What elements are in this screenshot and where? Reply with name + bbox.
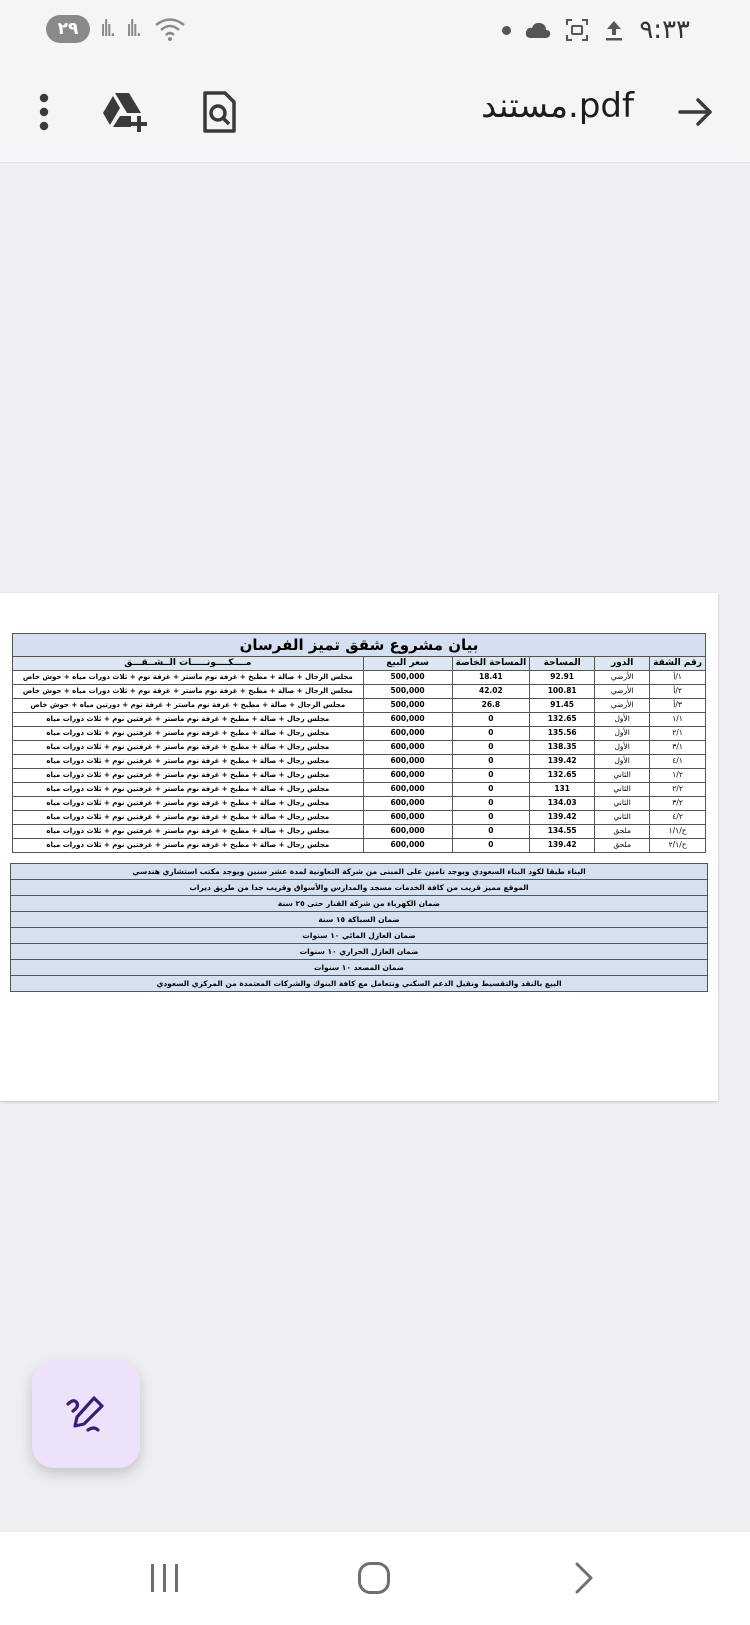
cell-price: 600,000 (363, 783, 452, 797)
table-row (13, 727, 706, 741)
cell-unit: ٣/أ (650, 699, 706, 713)
drive-add-icon (101, 91, 149, 133)
notification-dot-icon (502, 26, 511, 35)
cell-unit: ٤/٢ (650, 811, 706, 825)
notes-body (11, 864, 708, 992)
cell-area: 131 (530, 783, 595, 797)
cell-price: 600,000 (363, 825, 452, 839)
cell-floor: الأول (595, 713, 650, 727)
cell-components: مجلس الرجال + صالة + مطبخ + غرفة نوم ماستر + غرفة نوم + ثلاث دورات مياه + حوش خاص (13, 685, 364, 699)
back-button[interactable] (668, 82, 724, 142)
cell-floor: الأرضي (595, 671, 650, 685)
note-row (11, 944, 708, 960)
wifi-icon (154, 16, 186, 42)
table-row (13, 713, 706, 727)
cell-unit: ١/٢ (650, 769, 706, 783)
cell-components: مجلس رجال + صالة + مطبخ + غرفة نوم ماستر + غرفتين نوم + ثلاث دورات مياه (13, 839, 364, 853)
add-to-drive-button[interactable] (100, 82, 150, 142)
cell-unit: ٣/١ (650, 741, 706, 755)
cell-components: مجلس رجال + صالة + مطبخ + غرفة نوم ماستر + غرفتين نوم + ثلاث دورات مياه (13, 755, 364, 769)
note-text: ضمان المصعد ١٠ سنوات (11, 960, 708, 976)
cell-unit: ٣/٢ (650, 797, 706, 811)
note-row (11, 960, 708, 976)
arrow-right-icon (678, 97, 714, 127)
cell-price: 500,000 (363, 685, 452, 699)
note-row (11, 928, 708, 944)
cell-floor: الثاني (595, 797, 650, 811)
table-row (13, 811, 706, 825)
cell-floor: الأول (595, 727, 650, 741)
cell-private-area: 0 (452, 727, 530, 741)
cell-area: 100.81 (530, 685, 595, 699)
home-button[interactable] (356, 1560, 392, 1596)
more-options-button[interactable] (22, 82, 66, 142)
cell-private-area: 0 (452, 811, 530, 825)
cell-price: 600,000 (363, 727, 452, 741)
cell-area: 139.42 (530, 755, 595, 769)
cell-floor: الأول (595, 755, 650, 769)
cell-area: 134.03 (530, 797, 595, 811)
cell-unit: ح/٢/١ (650, 839, 706, 853)
cell-price: 500,000 (363, 699, 452, 713)
cell-price: 500,000 (363, 671, 452, 685)
cell-price: 600,000 (363, 769, 452, 783)
cell-components: مجلس الرجال + صالة + مطبخ + غرفة نوم ماستر + غرفة نوم + ثلاث دورات مياه + حوش خاص (13, 671, 364, 685)
cell-floor: الأرضي (595, 699, 650, 713)
app-bar (0, 60, 750, 163)
cell-unit: ٢/أ (650, 685, 706, 699)
note-row (11, 976, 708, 992)
cell-private-area: 0 (452, 839, 530, 853)
pen-sign-icon (64, 1392, 108, 1436)
cell-components: مجلس رجال + صالة + مطبخ + غرفة نوم ماستر + غرفتين نوم + ثلاث دورات مياه (13, 825, 364, 839)
cell-unit: ١/١ (650, 713, 706, 727)
note-row (11, 864, 708, 880)
signal-icon-2: ılı. (126, 17, 140, 42)
cell-private-area: 0 (452, 769, 530, 783)
pdf-viewer[interactable] (0, 163, 750, 1531)
cell-private-area: 0 (452, 755, 530, 769)
cell-area: 138.35 (530, 741, 595, 755)
note-text: البيع بالنقد والتقسيط ونقبل الدعم السكني ونتعامل مع كافة البنوك والشركات المعتمدة من المركزي السعودي (11, 976, 708, 992)
table-row (13, 797, 706, 811)
project-table (12, 633, 706, 853)
cell-components: مجلس رجال + صالة + مطبخ + غرفة نوم ماستر + غرفتين نوم + ثلاث دورات مياه (13, 783, 364, 797)
cell-unit: ١/أ (650, 671, 706, 685)
upload-icon (603, 18, 625, 42)
note-row (11, 896, 708, 912)
cell-floor: الثاني (595, 783, 650, 797)
cell-components: مجلس رجال + صالة + مطبخ + غرفة نوم ماستر + غرفتين نوم + ثلاث دورات مياه (13, 727, 364, 741)
cell-price: 600,000 (363, 839, 452, 853)
cell-floor: الأول (595, 741, 650, 755)
table-header-row (13, 657, 706, 671)
table-row (13, 755, 706, 769)
cell-area: 139.42 (530, 811, 595, 825)
search-in-document-button[interactable] (194, 82, 244, 142)
note-text: البناء طبقا لكود البناء السعودي ويوجد تامين على المبنى من شركة التعاونية لمدة عشر سنين ويوجد مكتب استشاري هندسي (11, 864, 708, 880)
header-floor: الدور (595, 657, 650, 671)
cell-components: مجلس رجال + صالة + مطبخ + غرفة نوم ماستر + غرفتين نوم + ثلاث دورات مياه (13, 811, 364, 825)
cell-area: 92.91 (530, 671, 595, 685)
cell-components: مجلس رجال + صالة + مطبخ + غرفة نوم ماستر + غرفتين نوم + ثلاث دورات مياه (13, 797, 364, 811)
note-text: ضمان الكهرباء من شركة القنار حتى ٢٥ سنة (11, 896, 708, 912)
table-body (13, 671, 706, 853)
cell-unit: ٤/١ (650, 755, 706, 769)
cell-price: 600,000 (363, 811, 452, 825)
battery-indicator: ٢٩ (46, 15, 90, 43)
more-vert-icon (38, 93, 50, 131)
chevron-right-icon (573, 1561, 595, 1595)
cell-components: مجلس رجال + صالة + مطبخ + غرفة نوم ماستر + غرفتين نوم + ثلاث دورات مياه (13, 769, 364, 783)
recent-apps-button[interactable] (148, 1560, 182, 1596)
table-row (13, 699, 706, 713)
table-row (13, 741, 706, 755)
header-price: سعر البيع (363, 657, 452, 671)
cell-unit: ٢/٢ (650, 783, 706, 797)
cell-floor: الثاني (595, 811, 650, 825)
cell-area: 134.55 (530, 825, 595, 839)
status-bar (0, 0, 750, 60)
signal-icon: ılı. (100, 17, 114, 42)
note-row (11, 880, 708, 896)
cell-price: 600,000 (363, 713, 452, 727)
cell-components: مجلس الرجال + صالة + مطبخ + غرفة نوم ماستر + غرفة نوم + دورتين مياه + حوش خاص (13, 699, 364, 713)
recents-icon (149, 1563, 181, 1593)
note-text: الموقع مميز قريب من كافة الخدمات مسجد والمدارس والأسواق وقريب جدا من طريق ديراب (11, 880, 708, 896)
cell-private-area: 0 (452, 825, 530, 839)
cell-price: 600,000 (363, 797, 452, 811)
table-row (13, 769, 706, 783)
system-nav-bar (0, 1532, 750, 1625)
note-text: ضمان العازل المائي ١٠ سنوات (11, 928, 708, 944)
document-heading: بيان مشروع شقق تميز الفرسان (13, 634, 706, 657)
clock: ٩:٣٣ (639, 15, 690, 45)
cell-components: مجلس رجال + صالة + مطبخ + غرفة نوم ماستر + غرفتين نوم + ثلاث دورات مياه (13, 713, 364, 727)
header-components: مــــكــــونـــــات الــشــقـــق (13, 657, 364, 671)
cell-area: 91.45 (530, 699, 595, 713)
screenshot-icon (565, 18, 589, 42)
note-text: ضمان السباكة ١٥ سنة (11, 912, 708, 928)
cell-private-area: 18.41 (452, 671, 530, 685)
cell-floor: الثاني (595, 769, 650, 783)
cell-floor: ملحق (595, 839, 650, 853)
document-search-icon (201, 91, 237, 133)
cell-unit: ح/١/١ (650, 825, 706, 839)
cell-unit: ٢/١ (650, 727, 706, 741)
cell-private-area: 0 (452, 783, 530, 797)
cell-private-area: 0 (452, 797, 530, 811)
cell-private-area: 26.8 (452, 699, 530, 713)
table-row (13, 839, 706, 853)
cell-private-area: 0 (452, 741, 530, 755)
cloud-icon (525, 21, 551, 39)
status-icons (502, 16, 690, 44)
back-nav-button[interactable] (570, 1560, 598, 1596)
cell-area: 139.42 (530, 839, 595, 853)
header-private-area: المساحة الخاصة (452, 657, 530, 671)
cell-area: 135.56 (530, 727, 595, 741)
cell-components: مجلس رجال + صالة + مطبخ + غرفة نوم ماستر + غرفتين نوم + ثلاث دورات مياه (13, 741, 364, 755)
table-row (13, 671, 706, 685)
table-row (13, 825, 706, 839)
cell-private-area: 0 (452, 713, 530, 727)
table-row (13, 685, 706, 699)
cell-floor: ملحق (595, 825, 650, 839)
notes-table (10, 863, 708, 992)
fill-and-sign-button[interactable] (32, 1360, 140, 1468)
cell-area: 132.65 (530, 769, 595, 783)
table-row (13, 783, 706, 797)
cell-floor: الأرضي (595, 685, 650, 699)
cell-price: 600,000 (363, 755, 452, 769)
cell-area: 132.65 (530, 713, 595, 727)
pdf-page (0, 593, 718, 1101)
home-icon (357, 1561, 391, 1595)
cell-private-area: 42.02 (452, 685, 530, 699)
cell-price: 600,000 (363, 741, 452, 755)
note-text: ضمان العازل الحراري ١٠ سنوات (11, 944, 708, 960)
header-unit: رقم الشقة (650, 657, 706, 671)
document-title: مستند.pdf (481, 86, 634, 126)
note-row (11, 912, 708, 928)
header-area: المساحة (530, 657, 595, 671)
